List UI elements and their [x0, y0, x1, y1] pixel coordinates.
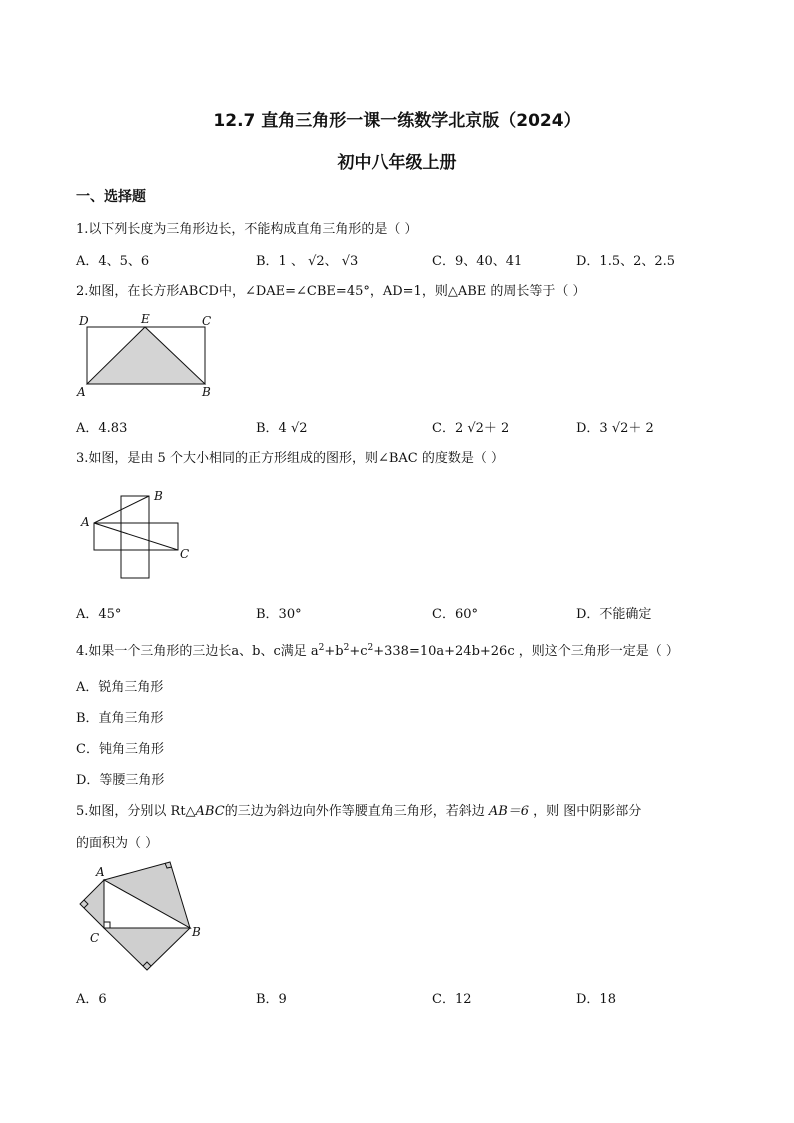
q4-term-b: +b	[324, 644, 344, 659]
q5-stem-b: 的三边为斜边向外作等腰直角三角形，若斜边	[224, 804, 489, 819]
q1-option-d: D．1.5、2、2.5	[576, 254, 676, 269]
q1-option-a: A．4、5、6	[76, 254, 150, 269]
q4-option-d: D．等腰三角形	[76, 773, 165, 788]
q2-rectangle-figure	[74, 310, 224, 402]
q5-option-c: C．12	[432, 992, 472, 1007]
q4-option-b: B．直角三角形	[76, 711, 164, 726]
q1-option-c: C．9、40、41	[432, 254, 523, 269]
q3-five-squares-figure	[78, 486, 198, 582]
question-5-stem-line2: 的面积为（ ）	[76, 836, 159, 851]
q4-term-c: +c	[349, 644, 368, 659]
q5-stem-a: 5.如图，分别以 Rt△	[76, 804, 196, 819]
q3-option-b: B．30°	[256, 607, 302, 622]
q5-hypotenuse-eq: AB＝6	[488, 804, 530, 819]
shaded-triangle-abe	[87, 327, 205, 384]
q3-option-c: C．60°	[432, 607, 478, 622]
q4-option-a: A．锐角三角形	[76, 680, 164, 695]
q4-exp-b: 2	[343, 643, 350, 653]
section-heading: 一、选择题	[76, 189, 146, 205]
q5-option-a: A．6	[76, 992, 107, 1007]
q2-option-d: D．3 √2＋ 2	[576, 421, 654, 436]
q4-stem-pre: 4.如果一个三角形的三边长a、b、c满足 a	[76, 644, 319, 659]
segment-ac	[94, 523, 178, 550]
label-b: B	[154, 489, 163, 503]
document-subtitle: 初中八年级上册	[337, 153, 457, 173]
q5-option-b: B．9	[256, 992, 287, 1007]
shaded-triangle-on-bc	[104, 928, 190, 970]
q1-option-b: B．1 、 √2、 √3	[256, 254, 359, 269]
question-4-stem	[76, 640, 679, 659]
q2-option-c: C．2 √2＋ 2	[432, 421, 510, 436]
square-top	[121, 496, 149, 523]
q5-option-d: D．18	[576, 992, 616, 1007]
shaded-triangle-on-ac	[80, 880, 104, 928]
label-c: C	[202, 314, 212, 328]
q4-exp-c: 2	[367, 643, 374, 653]
q3-option-d: D．不能确定	[576, 607, 652, 622]
label-e: E	[141, 312, 150, 326]
q5-triangle-name: ABC	[195, 804, 225, 819]
q4-option-c: C．钝角三角形	[76, 742, 164, 757]
label-a: A	[96, 865, 105, 879]
q3-option-a: A．45°	[76, 607, 122, 622]
q4-stem-post: +338=10a+24b+26c ，则这个三角形一定是（ ）	[373, 644, 679, 659]
q2-option-b: B．4 √2	[256, 421, 308, 436]
question-2-stem: 2.如图，在长方形ABCD中，∠DAE=∠CBE=45°，AD=1，则△ABE 的周长等于（ ）	[76, 284, 586, 299]
label-c: C	[90, 931, 100, 945]
q5-stem-c: ，则 图中阴影部分	[529, 804, 642, 819]
question-1-stem: 1.以下列长度为三角形边长，不能构成直角三角形的是（ ）	[76, 222, 418, 237]
q4-exp-a: 2	[318, 643, 325, 653]
q5-triangles-figure	[72, 856, 212, 976]
label-d: D	[79, 314, 89, 328]
label-c: C	[180, 547, 190, 561]
label-a: A	[77, 385, 86, 399]
square-bottom	[121, 550, 149, 578]
question-3-stem: 3.如图，是由 5 个大小相同的正方形组成的图形，则∠BAC 的度数是（ ）	[76, 451, 504, 466]
label-b: B	[202, 385, 211, 399]
q2-option-a: A．4.83	[76, 421, 128, 436]
label-b: B	[192, 925, 201, 939]
document-title: 12.7 直角三角形一课一练数学北京版（2024）	[213, 111, 581, 131]
label-a: A	[81, 515, 90, 529]
question-5-stem-line1	[76, 800, 641, 819]
square-right	[149, 523, 178, 550]
